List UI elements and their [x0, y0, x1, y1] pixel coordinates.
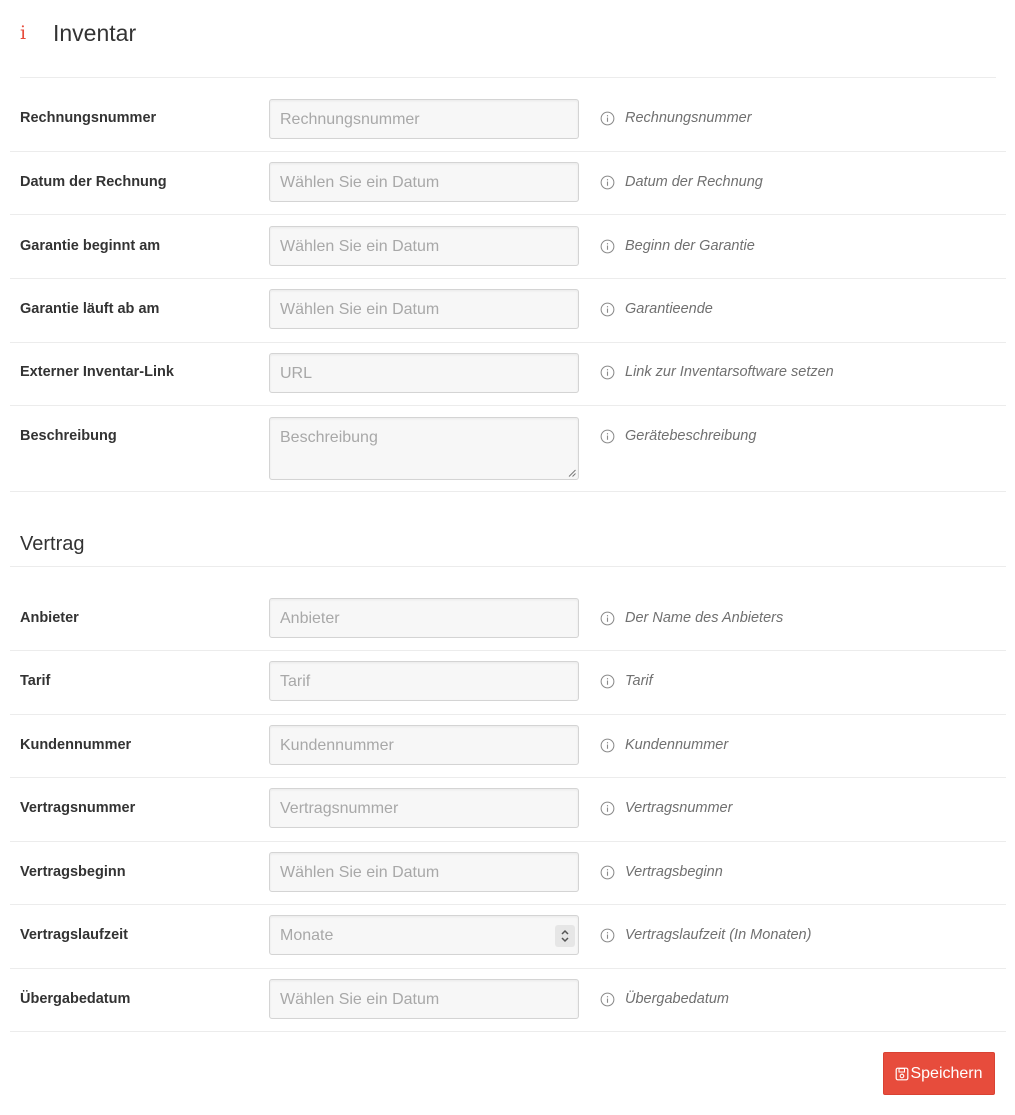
input-placeholder: Beschreibung — [280, 429, 378, 446]
contract-number-input[interactable] — [269, 788, 579, 828]
form-row-externer-inventar-link — [10, 343, 1006, 406]
help-text-label: Vertragsnummer — [625, 800, 733, 816]
input-placeholder: Kundennummer — [280, 737, 394, 754]
section-header-inventar — [20, 18, 136, 48]
form-row-uebergabedatum — [10, 969, 1006, 1032]
info-circle-icon — [600, 865, 615, 880]
help-text — [600, 364, 834, 380]
info-circle-icon — [600, 175, 615, 190]
help-text-label: Rechnungsnummer — [625, 110, 752, 126]
info-circle-icon — [600, 111, 615, 126]
input-placeholder: Vertragsnummer — [280, 800, 399, 817]
description-textarea[interactable] — [269, 417, 579, 480]
help-text-label: Datum der Rechnung — [625, 174, 763, 190]
contract-start-input[interactable] — [269, 852, 579, 892]
form-row-rechnungsnummer — [10, 87, 1006, 152]
form-row-garantie-beginnt — [10, 215, 1006, 279]
form-row-kundennummer — [10, 715, 1006, 778]
input-placeholder: Wählen Sie ein Datum — [280, 174, 440, 191]
help-text-label: Beginn der Garantie — [625, 238, 755, 254]
input-placeholder: Monate — [280, 927, 334, 944]
save-icon — [895, 1067, 909, 1081]
field-label: Datum der Rechnung — [20, 174, 167, 190]
help-text — [600, 864, 723, 880]
contract-duration-input[interactable] — [269, 915, 579, 955]
input-placeholder: Wählen Sie ein Datum — [280, 301, 440, 318]
help-text-label: Übergabedatum — [625, 991, 729, 1007]
form-row-vertragsbeginn — [10, 842, 1006, 905]
form-row-anbieter — [10, 587, 1006, 651]
help-text — [600, 301, 713, 317]
info-circle-icon — [600, 239, 615, 254]
form-row-vertragslaufzeit — [10, 905, 1006, 969]
help-text — [600, 428, 756, 444]
spinner-arrows-icon — [560, 928, 570, 944]
field-label: Garantie läuft ab am — [20, 301, 160, 317]
help-text — [600, 800, 732, 816]
form-row-garantie-laeuft-ab — [10, 279, 1006, 343]
info-circle-icon — [600, 611, 615, 626]
info-circle-icon — [600, 992, 615, 1007]
contract-section-title: Vertrag — [20, 533, 85, 555]
info-circle-icon — [600, 302, 615, 317]
field-label: Externer Inventar-Link — [20, 364, 174, 380]
form-row-tarif — [10, 651, 1006, 715]
help-text — [600, 927, 811, 943]
field-label: Rechnungsnummer — [20, 110, 157, 126]
field-label: Tarif — [20, 673, 51, 689]
input-placeholder: URL — [280, 365, 313, 382]
help-text-label: Link zur Inventarsoftware setzen — [625, 364, 834, 380]
invoice-number-input[interactable] — [269, 99, 579, 139]
help-text — [600, 110, 752, 126]
save-button[interactable] — [883, 1052, 995, 1095]
resize-handle-icon[interactable] — [568, 469, 576, 477]
info-icon: i — [20, 22, 27, 44]
help-text-label: Vertragslaufzeit (In Monaten) — [625, 927, 812, 943]
input-placeholder: Tarif — [280, 673, 311, 690]
help-text-label: Der Name des Anbieters — [625, 610, 784, 626]
form-row-vertragsnummer — [10, 778, 1006, 842]
info-circle-icon — [600, 365, 615, 380]
field-label: Übergabedatum — [20, 991, 131, 1007]
input-placeholder: Wählen Sie ein Datum — [280, 864, 440, 881]
info-circle-icon — [600, 738, 615, 753]
info-circle-icon — [600, 429, 615, 444]
header-divider — [20, 77, 996, 78]
section-title: Inventar — [53, 19, 137, 46]
save-button-label: Speichern — [910, 1064, 983, 1082]
help-text — [600, 238, 755, 254]
field-label: Anbieter — [20, 610, 79, 626]
help-text — [600, 174, 763, 190]
contract-divider — [10, 566, 1006, 567]
input-placeholder: Anbieter — [280, 610, 340, 627]
field-label: Vertragslaufzeit — [20, 927, 128, 943]
help-text — [600, 610, 783, 626]
customer-number-input[interactable] — [269, 725, 579, 765]
handover-date-input[interactable] — [269, 979, 579, 1019]
help-text — [600, 737, 728, 753]
number-spinner[interactable] — [555, 925, 575, 947]
help-text-label: Garantieende — [625, 301, 713, 317]
inventory-link-input[interactable] — [269, 353, 579, 393]
help-text-label: Vertragsbeginn — [625, 864, 723, 880]
info-circle-icon — [600, 801, 615, 816]
form-row-datum-der-rechnung — [10, 151, 1006, 215]
info-circle-icon — [600, 674, 615, 689]
help-text-label: Kundennummer — [625, 737, 729, 753]
input-placeholder: Rechnungsnummer — [280, 111, 420, 128]
warranty-end-input[interactable] — [269, 289, 579, 329]
input-placeholder: Wählen Sie ein Datum — [280, 991, 440, 1008]
provider-input[interactable] — [269, 598, 579, 638]
field-label: Vertragsnummer — [20, 800, 136, 816]
field-label: Vertragsbeginn — [20, 864, 126, 880]
info-circle-icon — [600, 928, 615, 943]
warranty-start-input[interactable] — [269, 226, 579, 266]
form-row-beschreibung — [10, 406, 1006, 492]
tariff-input[interactable] — [269, 661, 579, 701]
input-placeholder: Wählen Sie ein Datum — [280, 238, 440, 255]
field-label: Garantie beginnt am — [20, 238, 161, 254]
field-label: Kundennummer — [20, 737, 132, 753]
help-text-label: Gerätebeschreibung — [625, 428, 757, 444]
help-text — [600, 673, 653, 689]
help-text-label: Tarif — [625, 673, 653, 689]
help-text — [600, 991, 729, 1007]
invoice-date-input[interactable] — [269, 162, 579, 202]
field-label: Beschreibung — [20, 428, 117, 444]
